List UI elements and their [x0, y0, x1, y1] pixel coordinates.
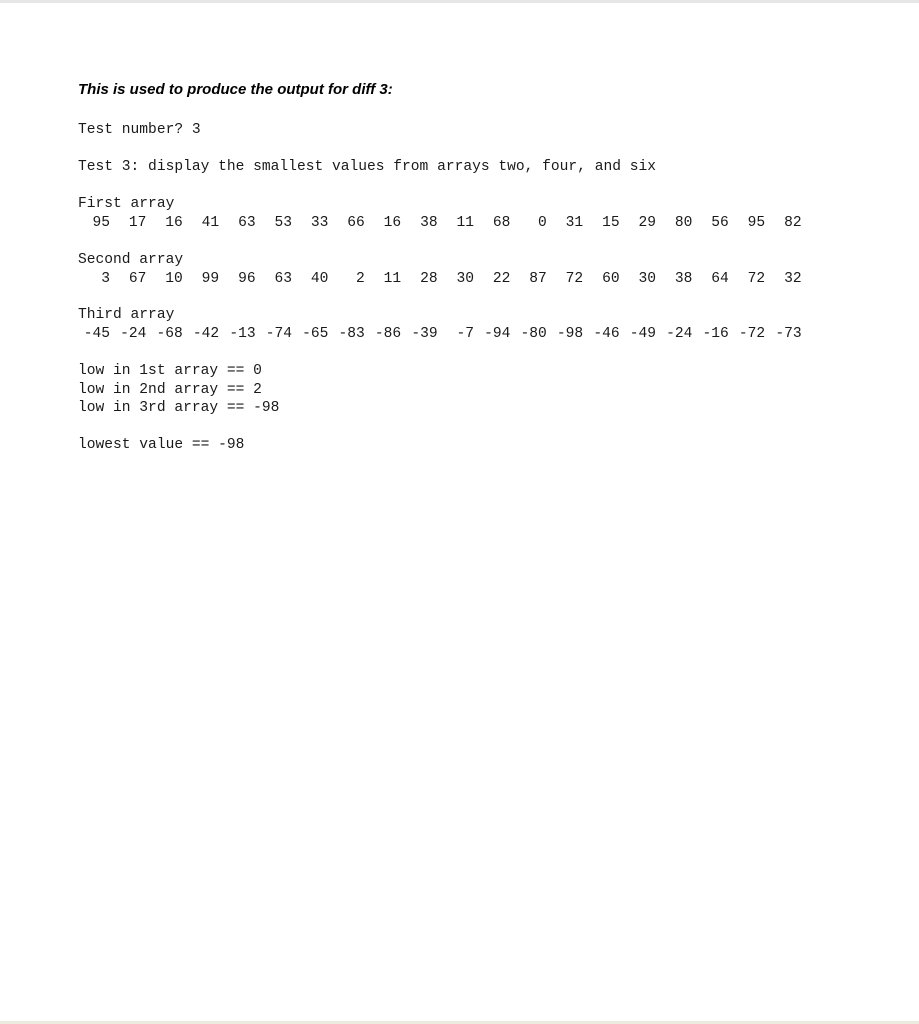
- array-value: -46: [593, 325, 620, 342]
- document-page: [78, 80, 838, 453]
- array-value: -16: [702, 325, 729, 342]
- array-value: 68: [492, 214, 511, 231]
- array-value: -65: [302, 325, 329, 342]
- array-value: -7: [456, 325, 474, 342]
- document-heading: This is used to produce the output for diff 3:: [78, 81, 393, 98]
- array-value: 16: [165, 214, 183, 231]
- second-array-label: Second array: [78, 252, 184, 268]
- array-value: -83: [338, 325, 365, 342]
- array-value: -86: [374, 325, 402, 342]
- array-value: -39: [411, 325, 438, 342]
- array-value: 38: [420, 214, 438, 231]
- array-value: 11: [456, 214, 474, 231]
- third-array-values: [78, 325, 802, 344]
- test-description-line: Test 3: display the smallest values from arrays two, four, and six: [78, 159, 657, 175]
- first-array-label: First array: [78, 196, 175, 212]
- array-value: 60: [602, 270, 620, 287]
- array-value: 64: [711, 270, 729, 287]
- test-description-block: [78, 158, 656, 177]
- array-value: 3: [101, 270, 110, 287]
- array-value: 10: [165, 270, 183, 287]
- array-value: 0: [538, 214, 547, 231]
- array-value: 17: [128, 214, 147, 231]
- array-value: 56: [711, 214, 729, 231]
- second-array-values: [78, 270, 802, 289]
- array-value: -45: [83, 325, 110, 342]
- array-value: 72: [747, 270, 766, 287]
- array-value: 28: [420, 270, 438, 287]
- third-array-block: [78, 306, 802, 343]
- second-array-block: [78, 251, 802, 288]
- array-value: 22: [492, 270, 511, 287]
- array-value: 30: [638, 270, 656, 287]
- array-value: 29: [638, 214, 656, 231]
- array-value: 38: [674, 270, 693, 287]
- array-value: 63: [274, 270, 292, 287]
- array-value: -49: [629, 325, 656, 342]
- first-array-values: [78, 214, 802, 233]
- array-value: 31: [565, 214, 584, 231]
- test-number-block: [78, 121, 201, 140]
- array-value: 2: [356, 270, 365, 287]
- array-value: 95: [747, 214, 766, 231]
- array-value: 63: [238, 214, 256, 231]
- lowest-value-line: lowest value == -98: [78, 437, 245, 453]
- array-value: 16: [383, 214, 402, 231]
- array-value: -94: [484, 325, 511, 342]
- array-value: -68: [156, 325, 183, 342]
- array-value: 80: [674, 214, 693, 231]
- array-value: -24: [666, 325, 693, 342]
- array-value: 66: [347, 214, 365, 231]
- array-value: 32: [784, 270, 802, 287]
- array-value: 96: [238, 270, 256, 287]
- array-value: 95: [92, 214, 110, 231]
- lows-block: [78, 362, 279, 418]
- page-top-edge: [0, 0, 919, 3]
- array-value: -74: [265, 325, 292, 342]
- array-value: -73: [775, 325, 802, 342]
- array-value: 82: [784, 214, 802, 231]
- array-value: 30: [456, 270, 474, 287]
- test-number-line: Test number? 3: [78, 122, 201, 138]
- low-line-2: low in 2nd array == 2: [78, 381, 262, 398]
- array-value: -98: [556, 325, 584, 342]
- array-value: 67: [128, 270, 147, 287]
- array-value: 53: [274, 214, 292, 231]
- array-value: -13: [229, 325, 256, 342]
- low-line-3: low in 3rd array == -98: [78, 400, 280, 416]
- array-value: 33: [310, 214, 329, 231]
- array-value: 15: [602, 214, 620, 231]
- array-value: 99: [201, 270, 220, 287]
- array-value: -80: [520, 325, 547, 342]
- array-value: 41: [201, 214, 220, 231]
- array-value: -24: [120, 325, 147, 342]
- first-array-block: [78, 195, 802, 232]
- array-value: -72: [738, 325, 766, 342]
- array-value: -42: [192, 325, 220, 342]
- array-value: 87: [529, 270, 547, 287]
- array-value: 72: [565, 270, 584, 287]
- array-value: 11: [383, 270, 402, 287]
- third-array-label: Third array: [78, 307, 175, 323]
- lowest-block: [78, 436, 244, 455]
- low-line-1: low in 1st array == 0: [78, 363, 262, 379]
- array-value: 40: [310, 270, 329, 287]
